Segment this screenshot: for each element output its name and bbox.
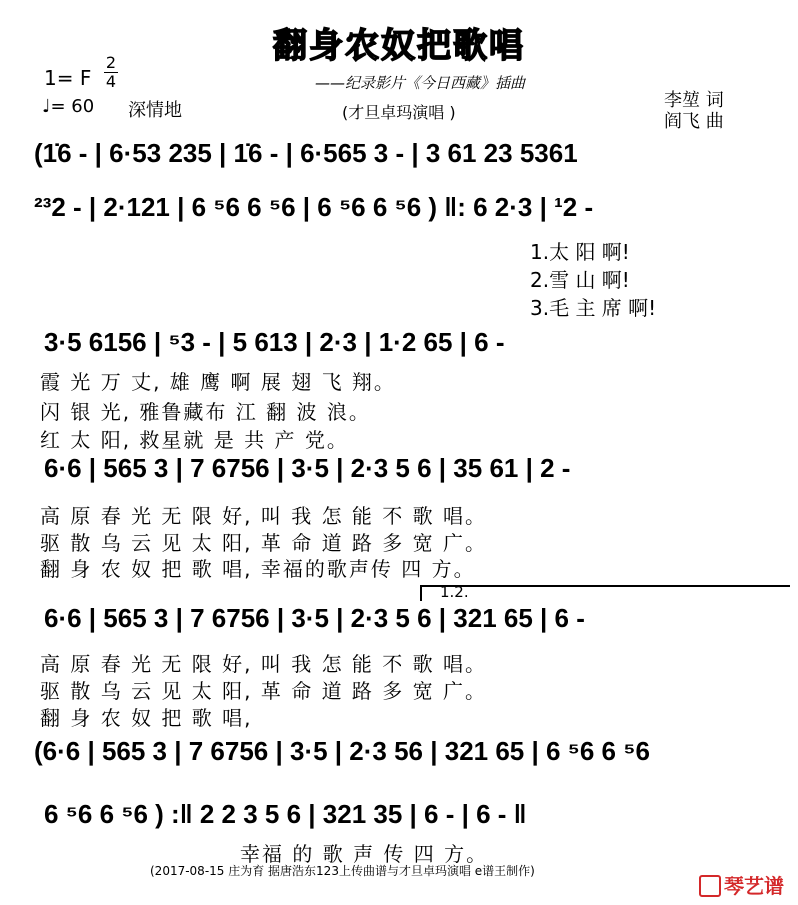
lyricist-credit: 李堃 词 bbox=[664, 90, 724, 111]
lyric-line: 翻 身 农 奴 把 歌 唱, bbox=[40, 706, 253, 730]
lyric-line: 驱 散 乌 云 见 太 阳, 革 命 道 路 多 宽 广。 bbox=[40, 531, 488, 555]
notation-row-6: (6·6 | 565 3 | 7 6756 | 3·5 | 2·3 56 | 321 65 | 6 ⁵6 6 ⁵6 bbox=[34, 736, 650, 766]
notation-row-3: 3·5 6156 | ⁵3 - | 5 613 | 2·3 | 1·2 65 | 6 - bbox=[44, 327, 505, 357]
volta-bracket bbox=[420, 585, 790, 587]
notation-row-5: 6·6 | 565 3 | 7 6756 | 3·5 | 2·3 5 6 | 321 65 | 6 - bbox=[44, 603, 585, 633]
key-signature: 1= F bbox=[44, 66, 92, 90]
subtitle: ——纪录影片《今日西藏》插曲 bbox=[315, 74, 526, 92]
volta-label: 1.2. bbox=[440, 583, 469, 601]
time-signature-top: 2 bbox=[105, 53, 117, 72]
verse-intro-2: 2.雪 山 啊! bbox=[530, 268, 630, 292]
logo-text: 琴艺谱 bbox=[724, 874, 784, 898]
logo-icon bbox=[699, 875, 721, 897]
composer-credit: 阎飞 曲 bbox=[664, 111, 724, 132]
lyric-line: 高 原 春 光 无 限 好, 叫 我 怎 能 不 歌 唱。 bbox=[40, 652, 488, 676]
ending-lyric: 幸福 的 歌 声 传 四 方。 bbox=[240, 842, 489, 866]
lyric-line: 闪 银 光, 雅鲁藏布 江 翻 波 浪。 bbox=[40, 400, 371, 424]
notation-row-2: ²³2 - | 2·121 | 6 ⁵6 6 ⁵6 | 6 ⁵6 6 ⁵6 ) ‖: 6 2·3 | ¹2 - bbox=[34, 192, 594, 222]
notation-row-4: 6·6 | 565 3 | 7 6756 | 3·5 | 2·3 5 6 | 35 61 | 2 - bbox=[44, 453, 571, 483]
lyric-line: 高 原 春 光 无 限 好, 叫 我 怎 能 不 歌 唱。 bbox=[40, 504, 488, 528]
notation-row-7: 6 ⁵6 6 ⁵6 ) :‖ 2 2 3 5 6 | 321 35 | 6 - | 6 - ‖ bbox=[44, 799, 527, 829]
footer-note: (2017-08-15 庄为育 据唐浩东123上传曲谱与才旦卓玛演唱 e谱王制作) bbox=[150, 864, 535, 878]
site-logo bbox=[699, 870, 784, 899]
singer-note: (才旦卓玛演唱 ) bbox=[342, 103, 456, 122]
time-signature-bottom: 4 bbox=[105, 72, 117, 91]
lyric-line: 霞 光 万 丈, 雄 鹰 啊 展 翅 飞 翔。 bbox=[40, 370, 396, 394]
notation-row-1: (1̇6 - | 6·53 235 | 1̇6 - | 6·565 3 - | 3 61 23 5361 bbox=[34, 138, 578, 168]
expression-mark: 深情地 bbox=[128, 100, 182, 121]
verse-intro-3: 3.毛 主 席 啊! bbox=[530, 296, 657, 320]
verse-intro-1: 1.太 阳 啊! bbox=[530, 240, 630, 264]
page-title: 翻身农奴把歌唱 bbox=[273, 26, 525, 66]
lyric-line: 翻 身 农 奴 把 歌 唱, 幸福的歌声传 四 方。 bbox=[40, 557, 476, 581]
lyric-line: 红 太 阳, 救星就 是 共 产 党。 bbox=[40, 428, 349, 452]
tempo-mark: ♩= 60 bbox=[42, 96, 95, 117]
lyric-line: 驱 散 乌 云 见 太 阳, 革 命 道 路 多 宽 广。 bbox=[40, 679, 488, 703]
